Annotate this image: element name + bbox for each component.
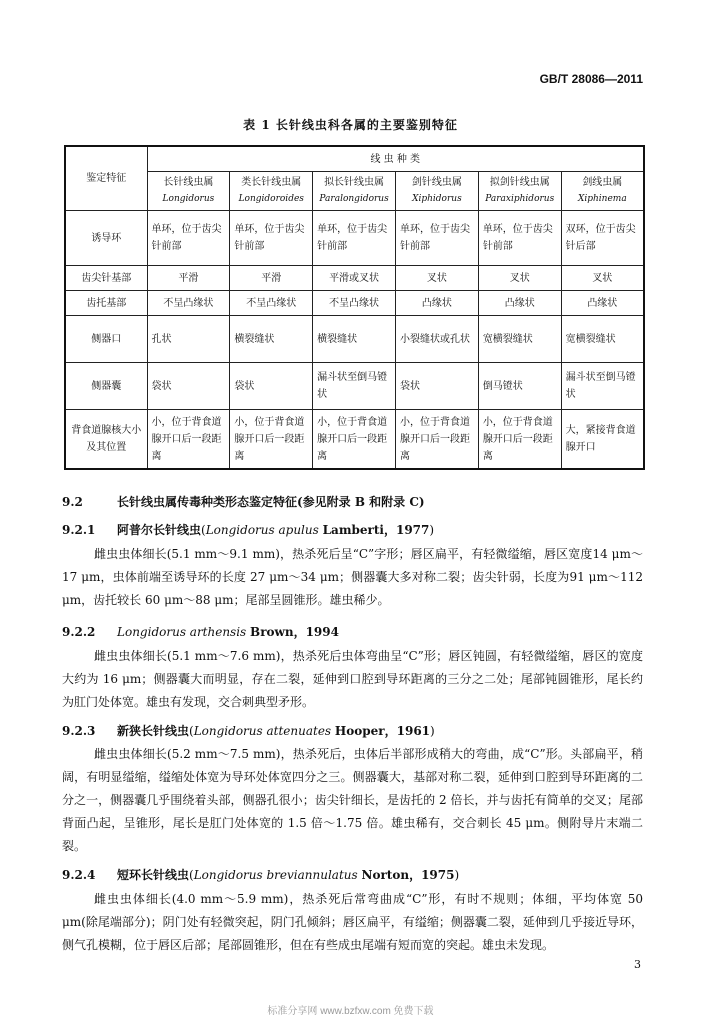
table-cell: 宽横裂缝状 bbox=[561, 316, 644, 363]
table-cell: 平滑或叉状 bbox=[313, 266, 396, 291]
section-9-2-heading: 9.2 长针线虫属传毒种类形态鉴定特征(参见附录 B 和附录 C) bbox=[62, 495, 425, 509]
feature-label: 齿托基部 bbox=[65, 291, 147, 316]
feature-label: 诱导环 bbox=[65, 211, 147, 266]
table-cell: 小，位于背食道腺开口后一段距离 bbox=[395, 410, 478, 470]
genus-latin-name: Xiphinema bbox=[577, 194, 627, 204]
species-description: 雌虫虫体细长(5.2 mm～7.5 mm)，热杀死后，虫体后半部形成稍大的弯曲，成“C”形。头部扁平，稍阔，有明显缢缩，缢缩处体宽为导环处体宽四分之三。侧器囊大，基部对称二裂，延伸到口腔到导环距离的二分之一，侧器囊几乎围绕着头部，侧器孔很小；齿尖针细长，是齿托的 2 倍长，并与齿托有简单的交叉；尾部背面凸起，呈锥形，尾长是肛门处体宽的 1.5 倍～1.75 倍。雄虫稀有，交合刺长 45 μm。侧附导片末端二裂。 bbox=[62, 747, 643, 853]
species-description: 雌虫虫体细长(5.1 mm～9.1 mm)，热杀死后呈“C”字形；唇区扁平，有轻微缢缩，唇区宽度14 μm～17 μm，虫体前端至诱导环的长度 27 μm～34 μm；侧器囊大多对称二裂；齿尖针弱，长度为91 μm～112 μm，齿托较长 60 μm～88 μm；尾部呈圆锥形。雄虫稀少。 bbox=[62, 547, 643, 607]
table-cell: 小，位于背食道腺开口后一段距离 bbox=[147, 410, 230, 470]
table-row bbox=[65, 266, 644, 291]
table-cell: 平滑 bbox=[147, 266, 230, 291]
table-cell: 小，位于背食道腺开口后一段距离 bbox=[313, 410, 396, 470]
table-row bbox=[65, 363, 644, 410]
table-cell: 凸缘状 bbox=[478, 291, 561, 316]
table-title: 表 1 长针线虫科各属的主要鉴别特征 bbox=[243, 118, 458, 132]
genus-latin-name: Paraxiphidorus bbox=[485, 194, 555, 204]
species-heading: 9.2.2 Longidorus arthensis Brown，1994 bbox=[62, 625, 339, 639]
genus-header-cell bbox=[313, 172, 396, 211]
table-row bbox=[65, 316, 644, 363]
table-cell: 不呈凸缘状 bbox=[147, 291, 230, 316]
feature-label: 齿尖针基部 bbox=[65, 266, 147, 291]
genera-row bbox=[65, 172, 644, 211]
feature-label: 背食道腺核大小及其位置 bbox=[65, 410, 147, 470]
standard-code: GB/T 28086—2011 bbox=[539, 72, 643, 86]
table-cell: 漏斗状至倒马镫状 bbox=[561, 363, 644, 410]
table-cell: 不呈凸缘状 bbox=[313, 291, 396, 316]
table-cell: 袋状 bbox=[230, 363, 313, 410]
species-description: 雌虫虫体细长(5.1 mm～7.6 mm)，热杀死后虫体弯曲呈“C”形；唇区钝圆，有轻微缢缩，唇区的宽度大约为 16 μm；侧器囊大而明显，存在二裂，延伸到口腔到导环距离的三分之二处；尾部钝圆锥形，尾长约为肛门处体宽。雄虫有发现，交合刺典型矛形。 bbox=[62, 649, 643, 709]
table-cell: 平滑 bbox=[230, 266, 313, 291]
genus-header-cell bbox=[561, 172, 644, 211]
genus-header-cell bbox=[230, 172, 313, 211]
genus-latin-name: Paralongidorus bbox=[319, 194, 389, 204]
species-heading: 9.2.3 新狭长针线虫(Longidorus attenuates Hooper，1961) bbox=[62, 724, 435, 738]
table-cell: 横裂缝状 bbox=[313, 316, 396, 363]
page-number: 3 bbox=[634, 958, 641, 971]
table-cell: 凸缘状 bbox=[561, 291, 644, 316]
genus-cn-name: 长针线虫属 bbox=[163, 177, 214, 188]
feature-label: 侧器口 bbox=[65, 316, 147, 363]
genus-latin-name: Longidorus bbox=[162, 194, 215, 204]
table-cell: 袋状 bbox=[395, 363, 478, 410]
table-cell: 小，位于背食道腺开口后一段距离 bbox=[230, 410, 313, 470]
table-cell: 单环，位于齿尖针前部 bbox=[478, 211, 561, 266]
table-cell: 叉状 bbox=[561, 266, 644, 291]
genus-header-cell bbox=[395, 172, 478, 211]
table-cell: 小裂缝状或孔状 bbox=[395, 316, 478, 363]
table-cell: 倒马镫状 bbox=[478, 363, 561, 410]
table-cell: 单环，位于齿尖针前部 bbox=[395, 211, 478, 266]
table-cell: 单环，位于齿尖针前部 bbox=[230, 211, 313, 266]
genus-latin-name: Xiphidorus bbox=[412, 194, 462, 204]
table-cell: 双环，位于齿尖针后部 bbox=[561, 211, 644, 266]
genus-header-cell bbox=[147, 172, 230, 211]
genus-cn-name: 剑针线虫属 bbox=[411, 177, 462, 188]
table-cell: 单环，位于齿尖针前部 bbox=[313, 211, 396, 266]
genus-cn-name: 拟剑针线虫属 bbox=[489, 177, 550, 188]
genus-header-cell bbox=[478, 172, 561, 211]
table-header-row bbox=[65, 146, 644, 172]
table-cell: 单环，位于齿尖针前部 bbox=[147, 211, 230, 266]
table-row bbox=[65, 410, 644, 470]
table-cell: 漏斗状至倒马镫状 bbox=[313, 363, 396, 410]
species-heading: 9.2.1 阿普尔长针线虫(Longidorus apulus Lamberti，1977) bbox=[62, 523, 435, 537]
footer-watermark: 标准分享网 www.bzfxw.com 免费下载 bbox=[267, 1006, 434, 1017]
species-heading: 9.2.4 短环长针线虫(Longidorus breviannulatus Norton，1975) bbox=[62, 868, 460, 882]
genus-cn-name: 剑线虫属 bbox=[582, 177, 623, 188]
table-cell: 叉状 bbox=[395, 266, 478, 291]
table-cell: 袋状 bbox=[147, 363, 230, 410]
table-cell: 大，紧接背食道腺开口 bbox=[561, 410, 644, 470]
genus-cn-name: 类长针线虫属 bbox=[241, 177, 302, 188]
feature-label: 侧器囊 bbox=[65, 363, 147, 410]
genus-latin-name: Longidoroides bbox=[238, 194, 304, 204]
group-header: 线 虫 种 类 bbox=[147, 146, 644, 172]
table-cell: 叉状 bbox=[478, 266, 561, 291]
table-row bbox=[65, 291, 644, 316]
table-cell: 孔状 bbox=[147, 316, 230, 363]
table-cell: 横裂缝状 bbox=[230, 316, 313, 363]
row-header-label: 鉴定特征 bbox=[65, 146, 147, 211]
species-description: 雌虫虫体细长(4.0 mm～5.9 mm)，热杀死后常弯曲成“C”形，有时不规则；体细，平均体宽 50 μm(除尾端部分)；阴门处有轻微突起，阴门孔倾斜；唇区扁平，有缢缩；侧器囊二裂，延伸到几乎接近导环，侧气孔模糊，位于唇区后部；尾部圆锥形，但在有些成虫尾端有短而宽的突起。雄虫未发现。 bbox=[62, 892, 643, 952]
identification-table bbox=[64, 145, 645, 470]
table-cell: 不呈凸缘状 bbox=[230, 291, 313, 316]
table-cell: 小，位于背食道腺开口后一段距离 bbox=[478, 410, 561, 470]
genus-cn-name: 拟长针线虫属 bbox=[324, 177, 385, 188]
table-cell: 宽横裂缝状 bbox=[478, 316, 561, 363]
table-cell: 凸缘状 bbox=[395, 291, 478, 316]
table-row bbox=[65, 211, 644, 266]
